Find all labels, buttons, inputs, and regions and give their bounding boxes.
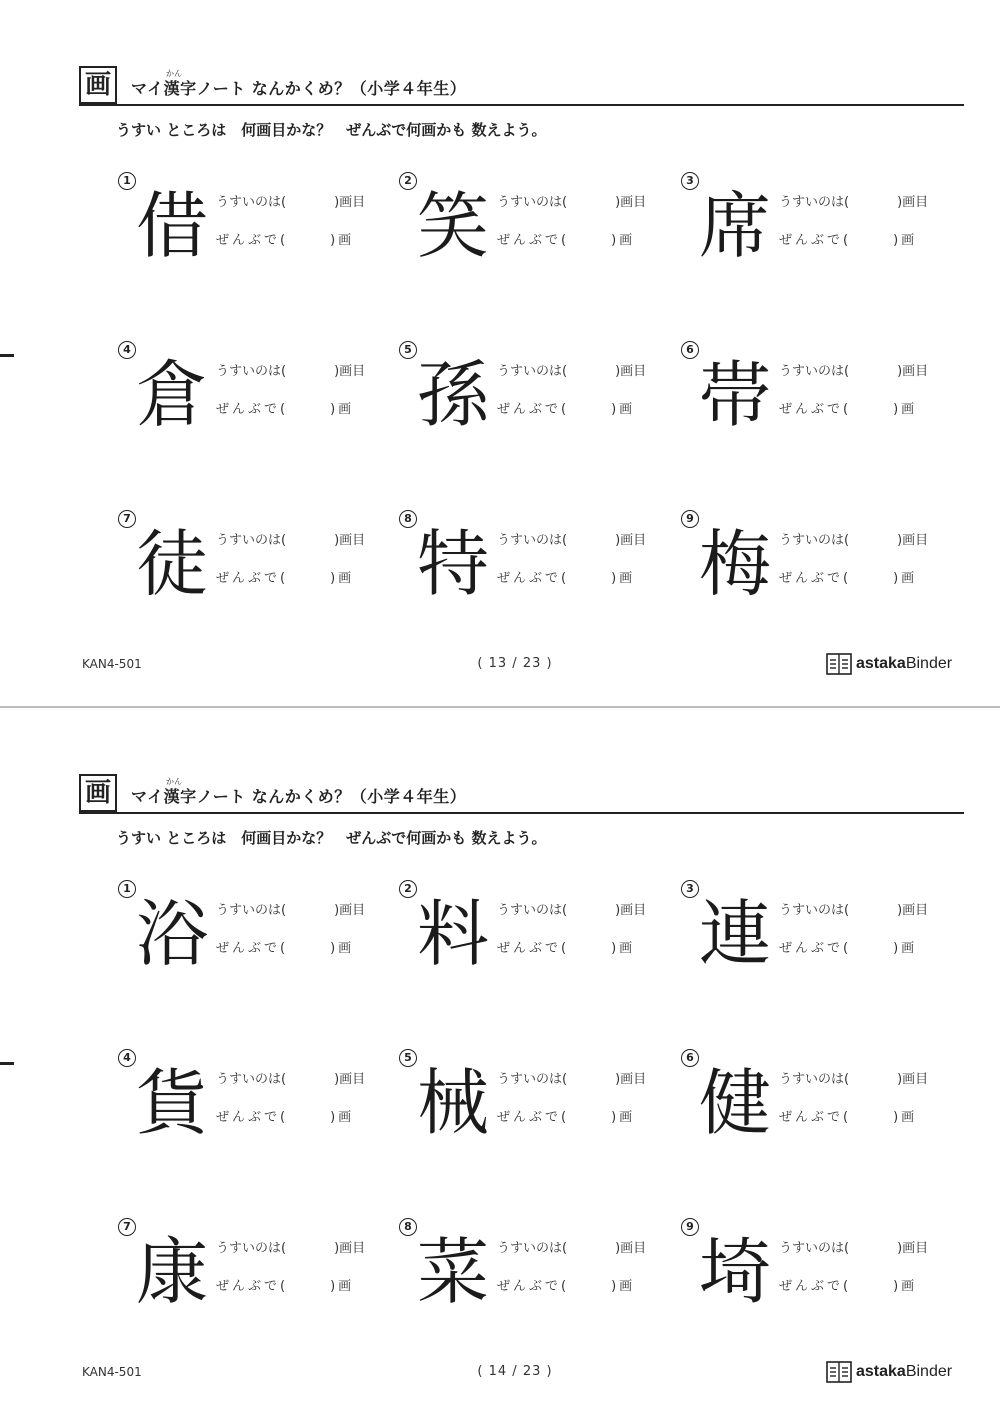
footer-code: KAN4-501 (82, 1365, 142, 1379)
faint-stroke-suffix: )画目 (334, 195, 366, 210)
faint-stroke-label: うすいのは( (497, 1241, 568, 1256)
kanji-item (681, 172, 951, 302)
kanji-character: 康 (135, 1230, 208, 1314)
kanji-item (118, 880, 388, 1010)
brand-logo (826, 651, 952, 677)
total-stroke-answer (779, 1275, 917, 1294)
page-number: ( 13 / 23 ) (477, 656, 553, 671)
faint-stroke-suffix: )画目 (615, 903, 647, 918)
total-stroke-suffix: )画 (893, 233, 918, 248)
faint-stroke-answer (779, 360, 928, 379)
kanji-character: 埼 (698, 1230, 771, 1314)
kanji-item (118, 510, 388, 640)
kanji-character: 菜 (416, 1230, 489, 1314)
faint-stroke-label: うすいのは( (779, 903, 850, 918)
kanji-item (399, 880, 669, 1010)
item-number: 2 (399, 172, 417, 190)
total-stroke-label: ぜんぶで( (216, 402, 289, 417)
total-stroke-answer (216, 1275, 354, 1294)
total-stroke-label: ぜんぶで( (216, 571, 289, 586)
item-number: 3 (681, 880, 699, 898)
faint-stroke-label: うすいのは( (216, 1072, 287, 1087)
total-stroke-answer (216, 567, 354, 586)
brand-name: astakaBinder (856, 655, 953, 672)
total-stroke-answer (216, 937, 354, 956)
faint-stroke-answer (779, 899, 928, 918)
item-number: 4 (118, 1049, 136, 1067)
total-stroke-label: ぜんぶで( (779, 1110, 852, 1125)
kanji-character: 特 (416, 522, 489, 606)
faint-stroke-answer (497, 529, 646, 548)
total-stroke-label: ぜんぶで( (216, 1110, 289, 1125)
total-stroke-answer (216, 1106, 354, 1125)
faint-stroke-label: うすいのは( (497, 195, 568, 210)
item-number: 8 (399, 510, 417, 528)
faint-stroke-answer (497, 1068, 646, 1087)
total-stroke-answer (779, 1106, 917, 1125)
faint-stroke-label: うすいのは( (216, 903, 287, 918)
kanji-character: 梅 (698, 522, 771, 606)
faint-stroke-suffix: )画目 (615, 1072, 647, 1087)
punch-mark (0, 354, 14, 357)
total-stroke-label: ぜんぶで( (497, 571, 570, 586)
total-stroke-answer (216, 229, 354, 248)
item-number: 2 (399, 880, 417, 898)
faint-stroke-answer (216, 1237, 365, 1256)
item-number: 9 (681, 510, 699, 528)
total-stroke-label: ぜんぶで( (779, 233, 852, 248)
kanji-item (118, 172, 388, 302)
faint-stroke-answer (216, 360, 365, 379)
faint-stroke-suffix: )画目 (897, 1241, 929, 1256)
total-stroke-answer (497, 1275, 635, 1294)
kanji-character: 借 (135, 184, 208, 268)
total-stroke-suffix: )画 (330, 1279, 355, 1294)
faint-stroke-label: うすいのは( (497, 903, 568, 918)
item-number: 1 (118, 172, 136, 190)
faint-stroke-label: うすいのは( (216, 195, 287, 210)
total-stroke-suffix: )画 (893, 571, 918, 586)
total-stroke-label: ぜんぶで( (216, 233, 289, 248)
faint-stroke-suffix: )画目 (615, 1241, 647, 1256)
page-number: ( 14 / 23 ) (477, 1364, 553, 1379)
faint-stroke-label: うすいのは( (779, 1241, 850, 1256)
faint-stroke-suffix: )画目 (334, 364, 366, 379)
item-number: 7 (118, 1218, 136, 1236)
total-stroke-label: ぜんぶで( (779, 402, 852, 417)
faint-stroke-label: うすいのは( (497, 364, 568, 379)
item-number: 6 (681, 1049, 699, 1067)
kanji-character: 健 (698, 1061, 771, 1145)
total-stroke-label: ぜんぶで( (497, 1279, 570, 1294)
faint-stroke-label: うすいのは( (779, 533, 850, 548)
total-stroke-label: ぜんぶで( (779, 941, 852, 956)
total-stroke-suffix: )画 (893, 941, 918, 956)
item-number: 1 (118, 880, 136, 898)
binder-icon (826, 652, 852, 676)
faint-stroke-suffix: )画目 (897, 195, 929, 210)
item-number: 9 (681, 1218, 699, 1236)
brand-logo (826, 1359, 952, 1385)
kanji-item (118, 1049, 388, 1179)
footer-code: KAN4-501 (82, 657, 142, 671)
instruction-text: うすい ところは 何画目かな？ ぜんぶで何画かも 数えよう。 (116, 121, 547, 139)
faint-stroke-suffix: )画目 (334, 1072, 366, 1087)
item-number: 6 (681, 341, 699, 359)
total-stroke-label: ぜんぶで( (779, 571, 852, 586)
page-title: マイ漢字ノート なんかくめ？（小学４年生） (131, 79, 467, 98)
total-stroke-suffix: )画 (330, 571, 355, 586)
faint-stroke-label: うすいのは( (779, 364, 850, 379)
faint-stroke-suffix: )画目 (615, 533, 647, 548)
kanji-character: 浴 (135, 892, 208, 976)
total-stroke-suffix: )画 (611, 941, 636, 956)
kanji-character: 倉 (135, 353, 208, 437)
faint-stroke-answer (779, 1237, 928, 1256)
total-stroke-answer (497, 229, 635, 248)
item-number: 7 (118, 510, 136, 528)
total-stroke-suffix: )画 (611, 1279, 636, 1294)
item-number: 3 (681, 172, 699, 190)
total-stroke-label: ぜんぶで( (497, 402, 570, 417)
kanji-item (399, 1049, 669, 1179)
faint-stroke-suffix: )画目 (897, 364, 929, 379)
total-stroke-answer (216, 398, 354, 417)
kanji-character: 連 (698, 892, 771, 976)
faint-stroke-suffix: )画目 (897, 533, 929, 548)
total-stroke-answer (779, 229, 917, 248)
worksheet-page-2 (0, 708, 1000, 1414)
faint-stroke-answer (779, 529, 928, 548)
kanji-character: 貨 (135, 1061, 208, 1145)
total-stroke-suffix: )画 (893, 1110, 918, 1125)
kanji-item (399, 341, 669, 471)
kanji-character: 械 (416, 1061, 489, 1145)
item-number: 4 (118, 341, 136, 359)
total-stroke-label: ぜんぶで( (216, 1279, 289, 1294)
total-stroke-suffix: )画 (330, 402, 355, 417)
kanji-item (399, 510, 669, 640)
kanji-character: 徒 (135, 522, 208, 606)
total-stroke-answer (497, 398, 635, 417)
faint-stroke-label: うすいのは( (497, 533, 568, 548)
kanji-character: 孫 (416, 353, 489, 437)
total-stroke-suffix: )画 (330, 941, 355, 956)
faint-stroke-suffix: )画目 (897, 1072, 929, 1087)
total-stroke-suffix: )画 (893, 1279, 918, 1294)
faint-stroke-answer (779, 191, 928, 210)
header-divider (79, 812, 964, 814)
total-stroke-answer (779, 937, 917, 956)
faint-stroke-answer (779, 1068, 928, 1087)
total-stroke-label: ぜんぶで( (497, 941, 570, 956)
total-stroke-answer (779, 398, 917, 417)
faint-stroke-answer (216, 191, 365, 210)
faint-stroke-answer (216, 899, 365, 918)
stroke-count-icon: 画 (79, 66, 117, 104)
kanji-item (681, 341, 951, 471)
instruction-text: うすい ところは 何画目かな？ ぜんぶで何画かも 数えよう。 (116, 829, 547, 847)
kanji-item (681, 510, 951, 640)
faint-stroke-suffix: )画目 (334, 1241, 366, 1256)
faint-stroke-answer (497, 191, 646, 210)
kanji-character: 料 (416, 892, 489, 976)
faint-stroke-answer (216, 1068, 365, 1087)
binder-icon (826, 1360, 852, 1384)
faint-stroke-label: うすいのは( (497, 1072, 568, 1087)
kanji-character: 席 (698, 184, 771, 268)
kanji-item (399, 172, 669, 302)
total-stroke-answer (497, 1106, 635, 1125)
item-number: 5 (399, 341, 417, 359)
kanji-item (681, 1049, 951, 1179)
title-ruby: かん (166, 69, 182, 78)
faint-stroke-suffix: )画目 (615, 195, 647, 210)
kanji-item (118, 1218, 388, 1348)
total-stroke-suffix: )画 (611, 1110, 636, 1125)
total-stroke-label: ぜんぶで( (497, 233, 570, 248)
stroke-count-icon: 画 (79, 774, 117, 812)
punch-mark (0, 1062, 14, 1065)
header-divider (79, 104, 964, 106)
total-stroke-suffix: )画 (611, 402, 636, 417)
total-stroke-answer (779, 567, 917, 586)
worksheet-page-1 (0, 0, 1000, 706)
total-stroke-answer (497, 937, 635, 956)
faint-stroke-label: うすいのは( (779, 1072, 850, 1087)
faint-stroke-suffix: )画目 (897, 903, 929, 918)
kanji-item (681, 880, 951, 1010)
kanji-character: 帯 (698, 353, 771, 437)
kanji-item (399, 1218, 669, 1348)
faint-stroke-answer (216, 529, 365, 548)
brand-name: astakaBinder (856, 1363, 953, 1380)
item-number: 5 (399, 1049, 417, 1067)
item-number: 8 (399, 1218, 417, 1236)
total-stroke-suffix: )画 (330, 233, 355, 248)
faint-stroke-suffix: )画目 (334, 903, 366, 918)
faint-stroke-answer (497, 1237, 646, 1256)
kanji-character: 笑 (416, 184, 489, 268)
total-stroke-suffix: )画 (893, 402, 918, 417)
total-stroke-label: ぜんぶで( (497, 1110, 570, 1125)
total-stroke-suffix: )画 (611, 233, 636, 248)
faint-stroke-label: うすいのは( (216, 1241, 287, 1256)
kanji-item (118, 341, 388, 471)
kanji-item (681, 1218, 951, 1348)
total-stroke-suffix: )画 (330, 1110, 355, 1125)
faint-stroke-answer (497, 360, 646, 379)
faint-stroke-label: うすいのは( (216, 533, 287, 548)
total-stroke-suffix: )画 (611, 571, 636, 586)
total-stroke-answer (497, 567, 635, 586)
total-stroke-label: ぜんぶで( (779, 1279, 852, 1294)
faint-stroke-suffix: )画目 (334, 533, 366, 548)
faint-stroke-label: うすいのは( (216, 364, 287, 379)
title-ruby: かん (166, 777, 182, 786)
page-title: マイ漢字ノート なんかくめ？（小学４年生） (131, 787, 467, 806)
faint-stroke-answer (497, 899, 646, 918)
faint-stroke-suffix: )画目 (615, 364, 647, 379)
faint-stroke-label: うすいのは( (779, 195, 850, 210)
total-stroke-label: ぜんぶで( (216, 941, 289, 956)
